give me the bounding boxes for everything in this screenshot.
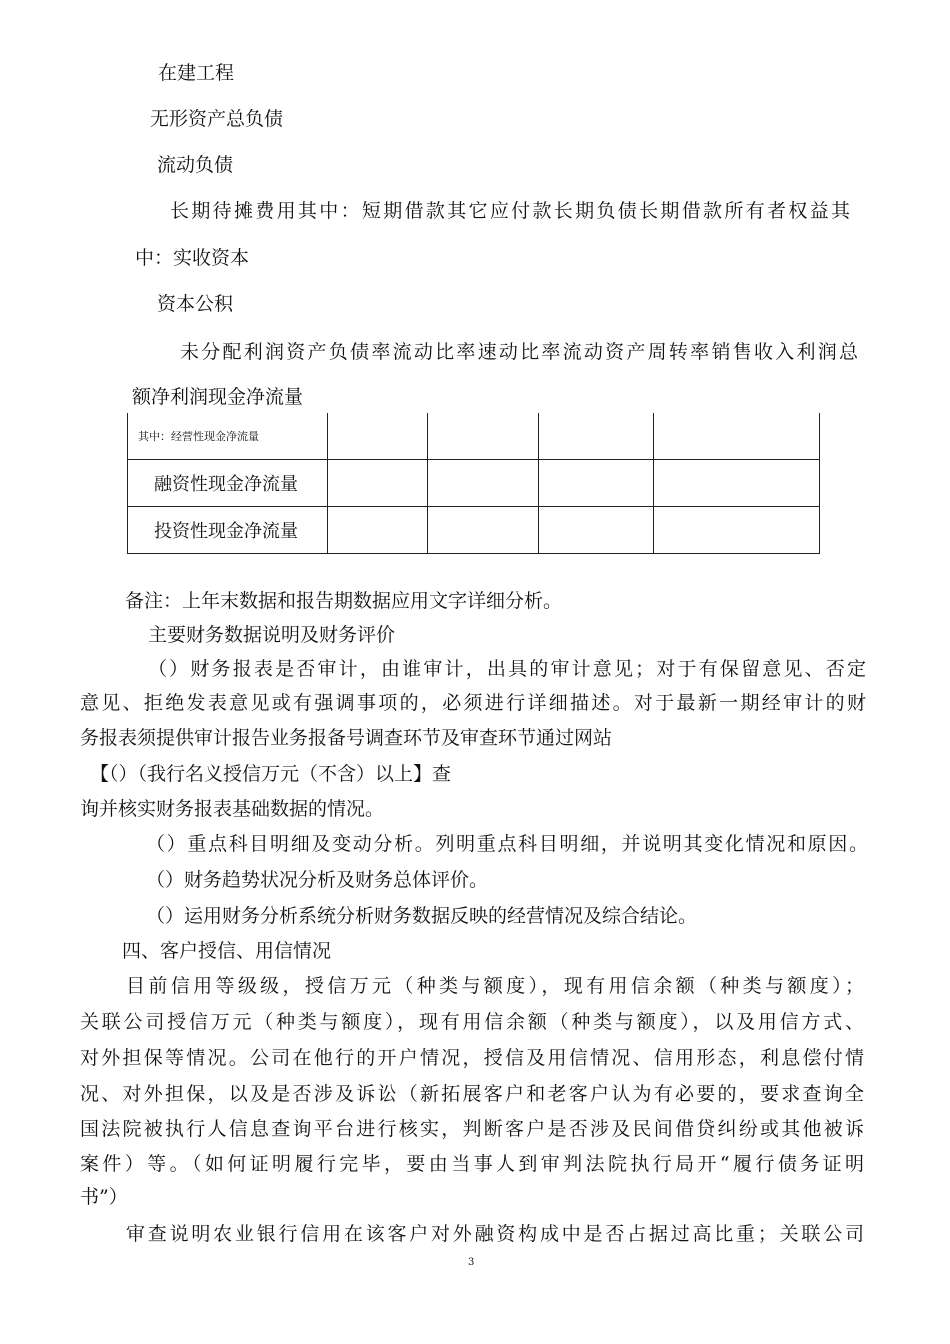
table-cell (328, 460, 428, 507)
text-line: 未分配利润资产负债率流动比率速动比率流动资产周转率销售收入利润总 (180, 341, 858, 363)
paragraph-line: 关联公司授信万元（种类与额度），现有用信余额（种类与额度），以及用信方式、 (80, 1011, 864, 1033)
table-cell (428, 413, 539, 460)
table-cell (654, 507, 820, 554)
paragraph-line: 况、对外担保，以及是否涉及诉讼（新拓展客户和老客户认为有必要的，要求查询全 (80, 1083, 864, 1105)
section-heading: 四、客户授信、用信情况 (122, 940, 332, 962)
text-line: 流动负债 (157, 154, 234, 176)
row-label: 融资性现金净流量 (128, 460, 328, 507)
table-cell (428, 507, 539, 554)
table-row (128, 413, 820, 460)
text-line: 长期待摊费用其中：短期借款其它应付款长期负债长期借款所有者权益其 (170, 200, 850, 222)
paragraph-line: 对外担保等情况。公司在他行的开户情况，授信及用信情况、信用形态，利息偿付情 (80, 1047, 864, 1069)
cash-flow-table (127, 413, 820, 554)
table-row (128, 460, 820, 507)
table-cell (539, 460, 654, 507)
paragraph-line: （）财务趋势状况分析及财务总体评价。 (146, 869, 489, 891)
paragraph-line: 务报表须提供审计报告业务报备号调查环节及审查环节通过网站 (80, 727, 613, 749)
table-cell (428, 460, 539, 507)
table-cell (539, 413, 654, 460)
paragraph-line: （）运用财务分析系统分析财务数据反映的经营情况及综合结论。 (146, 905, 698, 927)
table-row (128, 507, 820, 554)
page-number: 3 (468, 1257, 475, 1268)
section-heading: 主要财务数据说明及财务评价 (148, 624, 396, 646)
table-cell (654, 413, 820, 460)
paragraph-line: （）财务报表是否审计，由谁审计，出具的审计意见；对于有保留意见、否定 (148, 658, 866, 680)
row-label: 其中：经营性现金净流量 (128, 413, 328, 460)
text-line: 额净利润现金净流量 (132, 386, 304, 408)
note-text: 备注：上年末数据和报告期数据应用文字详细分析。 (125, 590, 563, 612)
paragraph-line: 【（）（我行名义授信万元（不含）以上】查 (90, 763, 452, 785)
table-cell (539, 507, 654, 554)
text-line: 资本公积 (157, 293, 234, 315)
paragraph-line: 书”） (80, 1186, 128, 1208)
row-label: 投资性现金净流量 (128, 507, 328, 554)
table-cell (654, 460, 820, 507)
paragraph-line: 意见、拒绝发表意见或有强调事项的，必须进行详细描述。对于最新一期经审计的财 (80, 692, 866, 714)
text-line: 无形资产总负债 (150, 108, 284, 130)
table-cell (328, 413, 428, 460)
table-cell (328, 507, 428, 554)
paragraph-line: 目前信用等级级，授信万元（种类与额度），现有用信余额（种类与额度）； (126, 975, 864, 997)
paragraph-line: （）重点科目明细及变动分析。列明重点科目明细，并说明其变化情况和原因。 (146, 833, 868, 855)
paragraph-line: 国法院被执行人信息查询平台进行核实，判断客户是否涉及民间借贷纠纷或其他被诉 (80, 1118, 864, 1140)
text-line: 在建工程 (158, 62, 235, 84)
text-line: 中：实收资本 (135, 247, 250, 269)
paragraph-line: 审查说明农业银行信用在该客户对外融资构成中是否占据过高比重；关联公司 (126, 1223, 864, 1245)
paragraph-line: 案件）等。（如何证明履行完毕，要由当事人到审判法院执行局开“履行债务证明 (80, 1153, 864, 1175)
paragraph-line: 询并核实财务报表基础数据的情况。 (80, 798, 385, 820)
